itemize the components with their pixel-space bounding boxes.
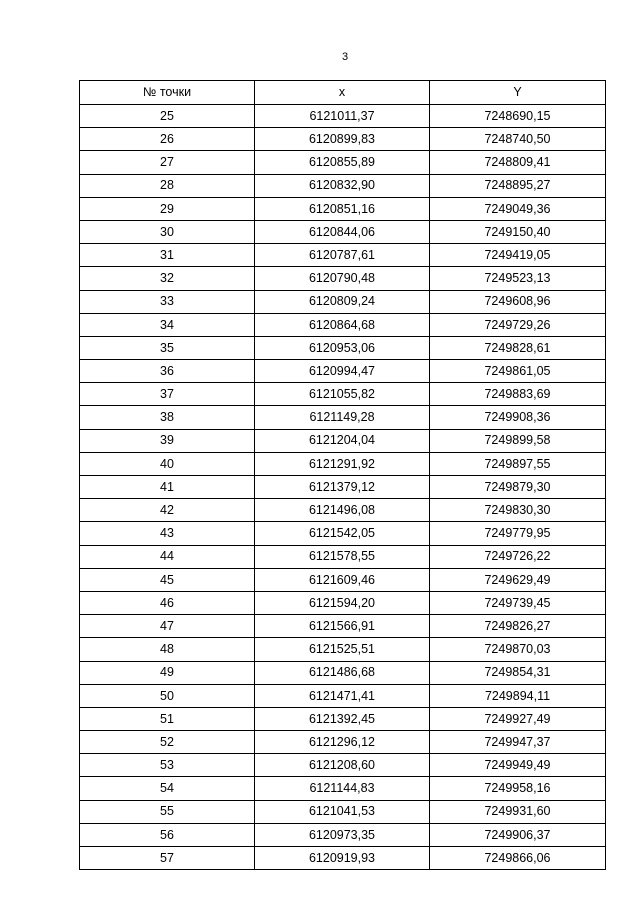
cell-point-number: 56 (80, 823, 255, 846)
cell-x: 6120919,93 (255, 847, 430, 870)
table-body (80, 105, 606, 870)
cell-x: 6121594,20 (255, 591, 430, 614)
cell-y: 7249629,49 (430, 568, 606, 591)
cell-x: 6121379,12 (255, 476, 430, 499)
cell-x: 6120973,35 (255, 823, 430, 846)
table-row (80, 174, 606, 197)
table-row (80, 731, 606, 754)
cell-point-number: 30 (80, 220, 255, 243)
cell-point-number: 29 (80, 197, 255, 220)
cell-x: 6121392,45 (255, 707, 430, 730)
cell-point-number: 35 (80, 336, 255, 359)
cell-y: 7248809,41 (430, 151, 606, 174)
cell-y: 7249897,55 (430, 452, 606, 475)
cell-x: 6120851,16 (255, 197, 430, 220)
cell-x: 6120832,90 (255, 174, 430, 197)
cell-point-number: 46 (80, 591, 255, 614)
table-row (80, 499, 606, 522)
cell-x: 6120844,06 (255, 220, 430, 243)
cell-x: 6120790,48 (255, 267, 430, 290)
table-row (80, 684, 606, 707)
table-row (80, 545, 606, 568)
table-row (80, 823, 606, 846)
cell-point-number: 38 (80, 406, 255, 429)
cell-x: 6121144,83 (255, 777, 430, 800)
table-row (80, 800, 606, 823)
cell-x: 6120809,24 (255, 290, 430, 313)
table-row (80, 336, 606, 359)
table-row (80, 661, 606, 684)
cell-y: 7249958,16 (430, 777, 606, 800)
cell-point-number: 50 (80, 684, 255, 707)
cell-x: 6121041,53 (255, 800, 430, 823)
cell-y: 7249949,49 (430, 754, 606, 777)
cell-x: 6121525,51 (255, 638, 430, 661)
cell-y: 7248895,27 (430, 174, 606, 197)
header-row (80, 81, 606, 105)
cell-point-number: 55 (80, 800, 255, 823)
cell-point-number: 31 (80, 244, 255, 267)
table-row (80, 406, 606, 429)
table-row (80, 429, 606, 452)
cell-point-number: 32 (80, 267, 255, 290)
cell-y: 7249419,05 (430, 244, 606, 267)
cell-x: 6120953,06 (255, 336, 430, 359)
cell-point-number: 36 (80, 360, 255, 383)
table-row (80, 360, 606, 383)
cell-y: 7249726,22 (430, 545, 606, 568)
cell-y: 7249828,61 (430, 336, 606, 359)
table-row (80, 847, 606, 870)
cell-y: 7249739,45 (430, 591, 606, 614)
cell-y: 7249899,58 (430, 429, 606, 452)
cell-y: 7249883,69 (430, 383, 606, 406)
cell-point-number: 25 (80, 105, 255, 128)
cell-x: 6120855,89 (255, 151, 430, 174)
cell-point-number: 34 (80, 313, 255, 336)
cell-y: 7248740,50 (430, 128, 606, 151)
cell-y: 7249608,96 (430, 290, 606, 313)
cell-point-number: 45 (80, 568, 255, 591)
cell-y: 7249779,95 (430, 522, 606, 545)
cell-x: 6121296,12 (255, 731, 430, 754)
cell-point-number: 39 (80, 429, 255, 452)
cell-point-number: 52 (80, 731, 255, 754)
cell-x: 6120787,61 (255, 244, 430, 267)
header-x: x (255, 81, 430, 105)
cell-point-number: 37 (80, 383, 255, 406)
cell-x: 6121208,60 (255, 754, 430, 777)
cell-y: 7249947,37 (430, 731, 606, 754)
table-row (80, 267, 606, 290)
cell-y: 7249866,06 (430, 847, 606, 870)
cell-x: 6120864,68 (255, 313, 430, 336)
cell-x: 6121011,37 (255, 105, 430, 128)
table-row (80, 754, 606, 777)
table-row (80, 197, 606, 220)
cell-y: 7249927,49 (430, 707, 606, 730)
cell-x: 6121055,82 (255, 383, 430, 406)
cell-x: 6121578,55 (255, 545, 430, 568)
cell-point-number: 49 (80, 661, 255, 684)
cell-x: 6121542,05 (255, 522, 430, 545)
cell-y: 7249931,60 (430, 800, 606, 823)
cell-point-number: 43 (80, 522, 255, 545)
cell-x: 6121149,28 (255, 406, 430, 429)
cell-x: 6120994,47 (255, 360, 430, 383)
header-y: Y (430, 81, 606, 105)
cell-y: 7249729,26 (430, 313, 606, 336)
table-row (80, 313, 606, 336)
header-point-number: № точки (80, 81, 255, 105)
cell-y: 7249906,37 (430, 823, 606, 846)
cell-point-number: 44 (80, 545, 255, 568)
table-row (80, 128, 606, 151)
table-row (80, 568, 606, 591)
cell-y: 7249523,13 (430, 267, 606, 290)
cell-y: 7249908,36 (430, 406, 606, 429)
cell-point-number: 51 (80, 707, 255, 730)
cell-y: 7249854,31 (430, 661, 606, 684)
cell-x: 6121486,68 (255, 661, 430, 684)
cell-point-number: 27 (80, 151, 255, 174)
cell-y: 7249049,36 (430, 197, 606, 220)
cell-y: 7249861,05 (430, 360, 606, 383)
cell-point-number: 57 (80, 847, 255, 870)
cell-y: 7249879,30 (430, 476, 606, 499)
cell-point-number: 48 (80, 638, 255, 661)
cell-y: 7249150,40 (430, 220, 606, 243)
coordinates-table (79, 80, 606, 870)
cell-point-number: 41 (80, 476, 255, 499)
table-row (80, 638, 606, 661)
cell-x: 6121566,91 (255, 615, 430, 638)
table-row (80, 244, 606, 267)
table-row (80, 452, 606, 475)
table-row (80, 105, 606, 128)
cell-point-number: 54 (80, 777, 255, 800)
cell-x: 6121471,41 (255, 684, 430, 707)
cell-point-number: 53 (80, 754, 255, 777)
cell-y: 7249894,11 (430, 684, 606, 707)
cell-y: 7249826,27 (430, 615, 606, 638)
table-row (80, 522, 606, 545)
cell-point-number: 28 (80, 174, 255, 197)
cell-x: 6121204,04 (255, 429, 430, 452)
cell-y: 7248690,15 (430, 105, 606, 128)
cell-x: 6121291,92 (255, 452, 430, 475)
table-row (80, 476, 606, 499)
page-number: 3 (342, 51, 349, 63)
cell-point-number: 42 (80, 499, 255, 522)
cell-y: 7249870,03 (430, 638, 606, 661)
cell-point-number: 33 (80, 290, 255, 313)
table-row (80, 220, 606, 243)
cell-point-number: 47 (80, 615, 255, 638)
cell-y: 7249830,30 (430, 499, 606, 522)
cell-x: 6121496,08 (255, 499, 430, 522)
table-header (80, 81, 606, 105)
cell-x: 6121609,46 (255, 568, 430, 591)
cell-point-number: 26 (80, 128, 255, 151)
cell-point-number: 40 (80, 452, 255, 475)
table-row (80, 383, 606, 406)
table-row (80, 707, 606, 730)
table-row (80, 290, 606, 313)
table-row (80, 615, 606, 638)
table-row (80, 777, 606, 800)
table-row (80, 151, 606, 174)
cell-x: 6120899,83 (255, 128, 430, 151)
table-row (80, 591, 606, 614)
